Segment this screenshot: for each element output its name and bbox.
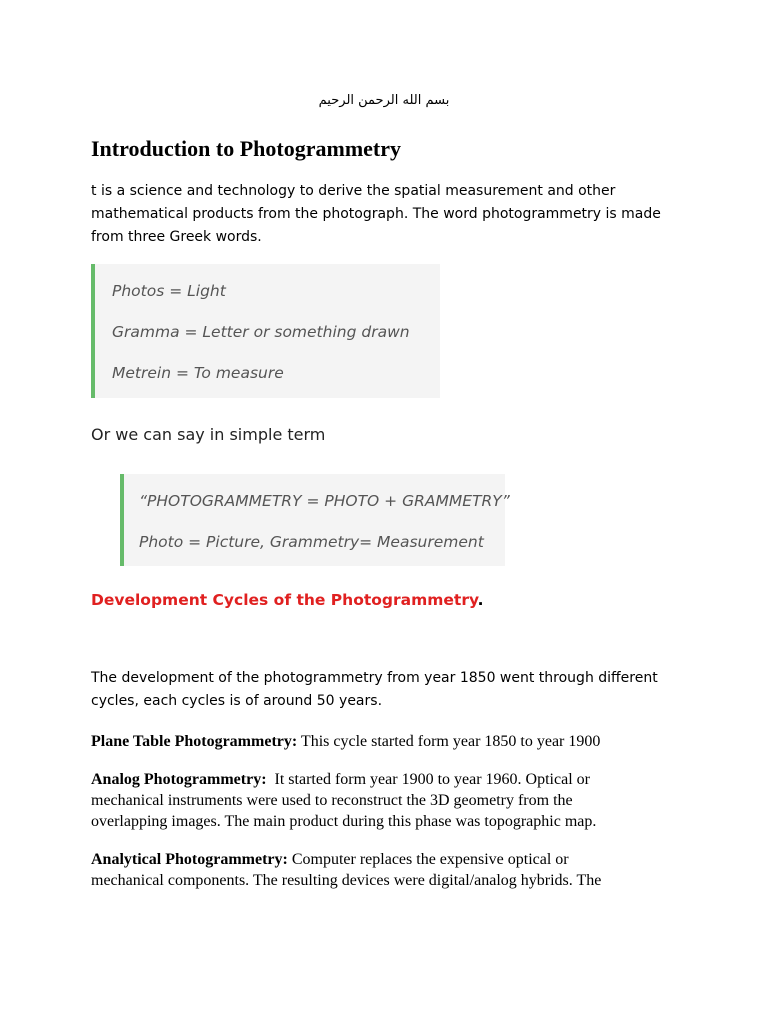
greek-word-item: Gramma = Letter or something drawn	[112, 323, 410, 341]
definition-item: Photo = Picture, Grammetry= Measurement	[139, 533, 484, 551]
plane-table-text: This cycle started form year 1850 to year 1900	[297, 733, 601, 750]
development-heading-period: .	[477, 591, 484, 609]
intro-line: mathematical products from the photograph. The word photogrammetry is made	[91, 206, 661, 222]
analytical-term: Analytical Photogrammetry:	[91, 851, 288, 868]
analytical-paragraph	[91, 849, 691, 891]
greek-word-item: Metrein = To measure	[112, 364, 284, 382]
plane-table-term: Plane Table Photogrammetry:	[91, 733, 298, 750]
development-line: The development of the photogrammetry from year 1850 went through different	[91, 670, 658, 686]
page-title: Introduction to Photogrammetry	[91, 136, 401, 161]
analog-line: overlapping images. The main product during this phase was topographic map.	[91, 813, 597, 830]
development-paragraph	[91, 667, 701, 713]
analog-text: It started form year 1900 to year 1960. Optical or	[266, 771, 590, 788]
analytical-line: mechanical components. The resulting devices were digital/analog hybrids. The	[91, 872, 602, 889]
greek-word-item: Photos = Light	[112, 282, 226, 300]
definition-quote	[120, 474, 510, 566]
analytical-text: Computer replaces the expensive optical or	[287, 851, 569, 868]
definition-item: “PHOTOGRAMMETRY = PHOTO + GRAMMETRY”	[139, 492, 510, 510]
development-heading	[91, 591, 484, 609]
development-heading-text: Development Cycles of the Photogrammetry	[91, 591, 478, 609]
intro-line: from three Greek words.	[91, 229, 262, 245]
intro-paragraph	[91, 180, 691, 249]
development-line: cycles, each cycles is of around 50 years.	[91, 693, 383, 709]
plane-table-paragraph	[91, 731, 691, 752]
bismillah-line: بسم الله الرحمن الرحيم	[318, 93, 450, 108]
analog-paragraph	[91, 769, 691, 832]
analog-term: Analog Photogrammetry:	[91, 771, 267, 788]
greek-words-quote	[91, 264, 440, 398]
analog-line: mechanical instruments were used to reconstruct the 3D geometry from the	[91, 792, 573, 809]
simple-term-text: Or we can say in simple term	[91, 425, 326, 444]
intro-line: t is a science and technology to derive the spatial measurement and other	[91, 183, 616, 199]
